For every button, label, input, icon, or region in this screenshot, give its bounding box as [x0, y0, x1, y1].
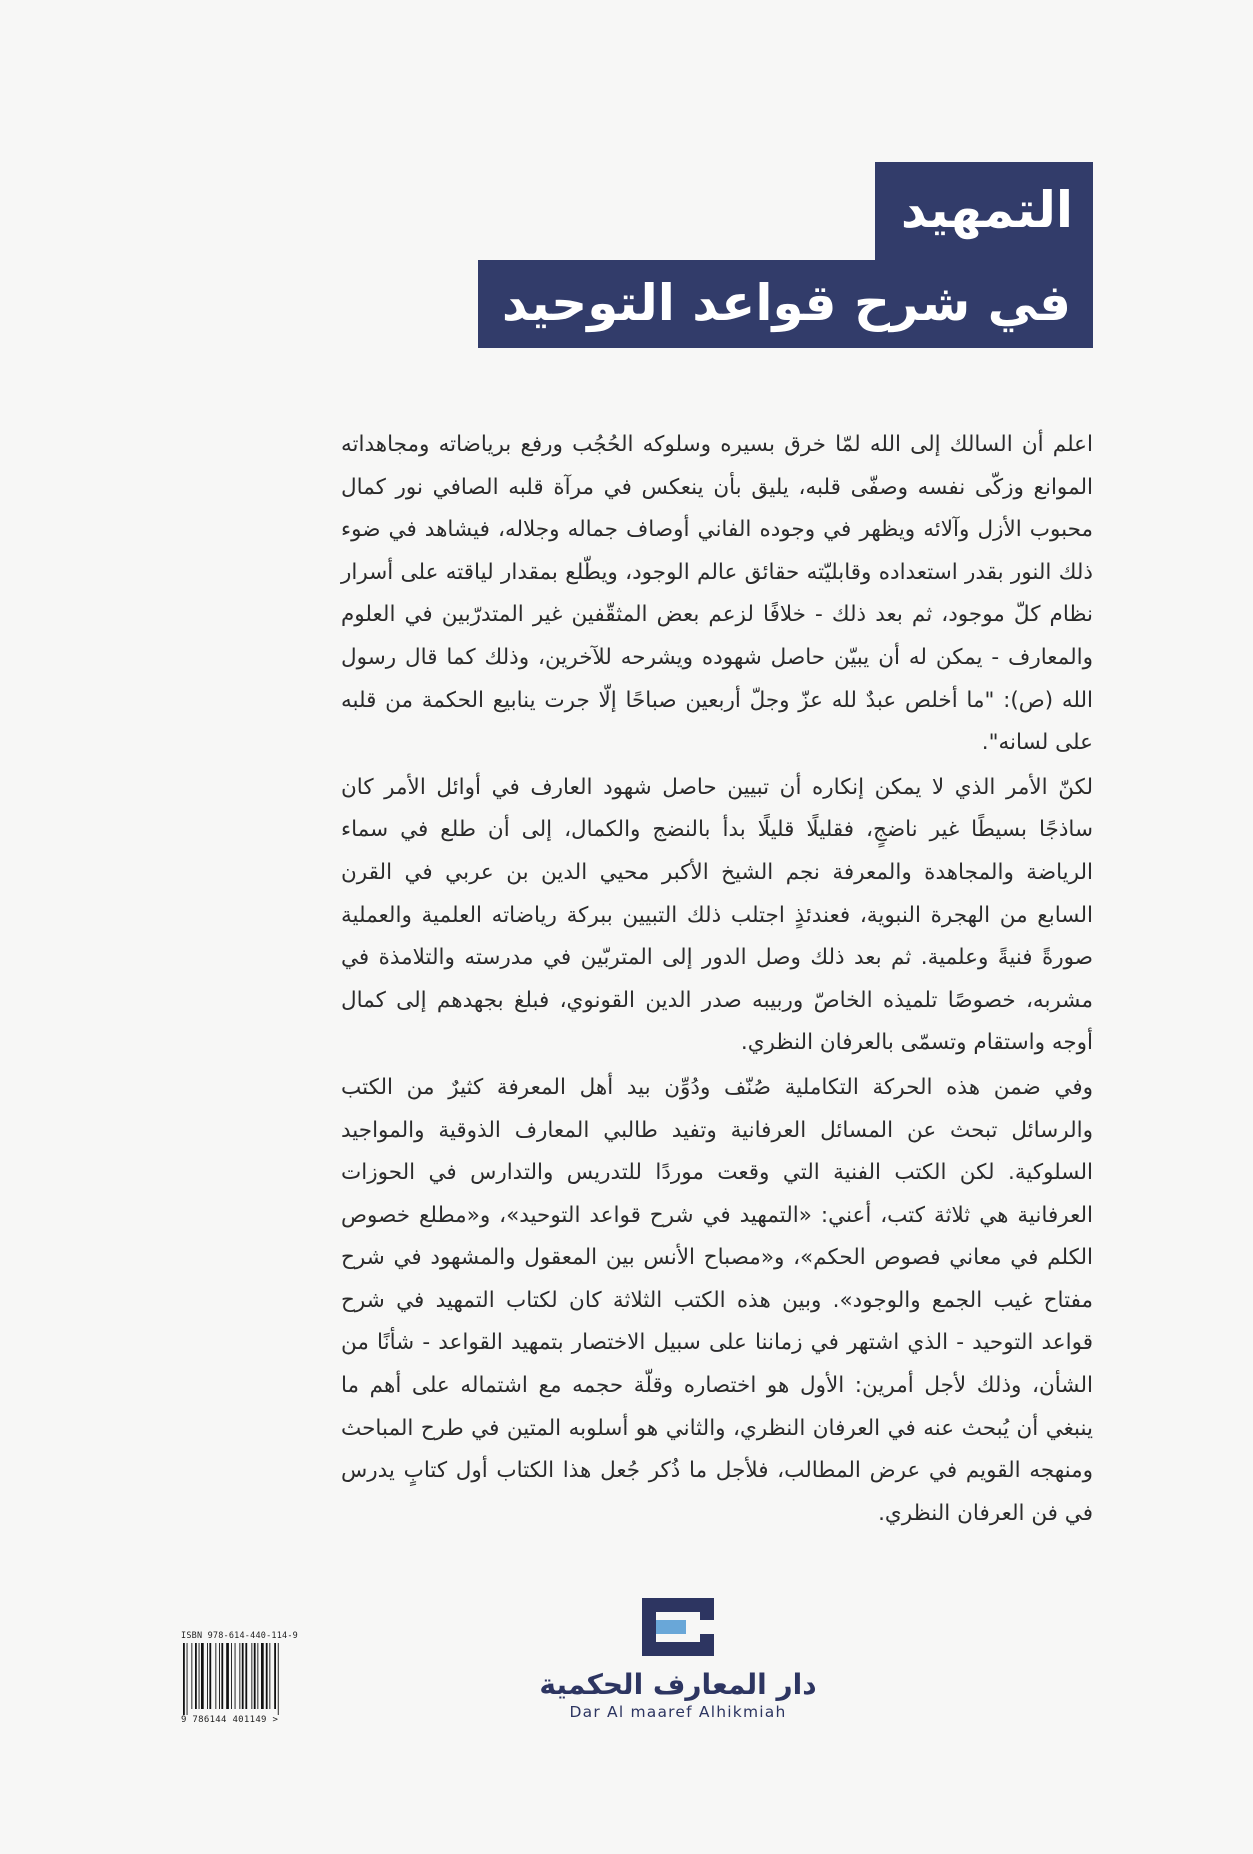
- blurb-paragraph-2: لكنّ الأمر الذي لا يمكن إنكاره أن تبيين حاصل شهود العارف في أوائل الأمر كان ساذجًا بسيطًا غير ناضجٍ، فقليلًا قليلًا بدأ بالنضج والكمال، إلى أن طلع في سماء الرياضة والمجاهدة والمعرفة نجم الشيخ الأكبر محيي الدين بن عربي في القرن السابع من الهجرة النبوية، فعندئذٍ اجتلب ذلك التبيين ببركة رياضاته العلمية والعملية صورةً فنيةً وعلمية. ثم بعد ذلك وصل الدور إلى المتربّين في مدرسته والتلامذة في مشربه، خصوصًا تلميذه الخاصّ وربيبه صدر الدين القونوي، فبلغ بجهدهم إلى كمال أوجه واستقام وتسمّى بالعرفان النظري.: [341, 774, 1093, 1056]
- title-block: [501, 162, 1093, 348]
- blurb-paragraph-1: اعلم أن السالك إلى الله لمّا خرق بسيره وسلوكه الحُجُب ورفع برياضاته ومجاهداته الموانع وزكّى نفسه وصفّى قلبه، يليق بأن ينعكس في مرآة قلبه الصافي نور كمال محبوب الأزل وآلائه ويظهر في وجوده الفاني أوصاف جماله وجلاله، فيشاهد في ضوء ذلك النور بقدر استعداده وقابليّته حقائق عالم الوجود، ويطّلع بمقدار لياقته على أسرار نظام كلّ موجود، ثم بعد ذلك - خلافًا لزعم بعض المثقّفين غير المتدرّبين في العلوم والمعارف - يمكن له أن يبيّن حاصل شهوده ويشرحه للآخرين، وذلك كما قال رسول الله (ص): "ما أخلص عبدٌ لله عزّ وجلّ أربعين صباحًا إلّا جرت ينابيع الحكمة من قلبه على لسانه".: [341, 432, 1093, 756]
- book-subtitle: في شرح قواعد التوحيد: [478, 260, 1093, 348]
- publisher-name-english: Dar Al maaref Alhikmiah: [569, 1703, 787, 1721]
- barcode-icon: [181, 1643, 303, 1715]
- isbn-barcode: [181, 1631, 303, 1725]
- blurb-text: [341, 424, 1093, 1537]
- publisher-block: [539, 1596, 817, 1746]
- isbn-digits: 9 786144 401149 >: [181, 1715, 279, 1725]
- publisher-logo-icon: [636, 1596, 720, 1658]
- isbn-label: ISBN 978-614-440-114-9: [181, 1631, 298, 1641]
- blurb-paragraph-3: وفي ضمن هذه الحركة التكاملية صُنّف ودُوِّن بيد أهل المعرفة كثيرٌ من الكتب والرسائل تبحث عن المسائل العرفانية وتفيد طالبي المعارف الذوقية والمواجيد السلوكية. لكن الكتب الفنية التي وقعت موردًا للتدريس والتدارس في الحوزات العرفانية هي ثلاثة كتب، أعني: «التمهيد في شرح قواعد التوحيد»، و«مطلع خصوص الكلم في معاني فصوص الحكم»، و«مصباح الأنس بين المعقول والمشهود في شرح مفتاح غيب الجمع والوجود». وبين هذه الكتب الثلاثة كان لكتاب التمهيد في شرح قواعد التوحيد - الذي اشتهر في زماننا على سبيل الاختصار بتمهيد القواعد - شأنًا من الشأن، وذلك لأجل أمرين: الأول هو اختصاره وقلّة حجمه مع اشتماله على أهم ما ينبغي أن يُبحث عنه في العرفان النظري، والثاني هو أسلوبه المتين في طرح المباحث ومنهجه القويم في عرض المطالب، فلأجل ما ذُكر جُعل هذا الكتاب أول كتابٍ يدرس في فن العرفان النظري.: [341, 1074, 1093, 1526]
- publisher-name-arabic: دار المعارف الحكمية: [539, 1668, 817, 1701]
- book-title: التمهيد: [875, 162, 1093, 260]
